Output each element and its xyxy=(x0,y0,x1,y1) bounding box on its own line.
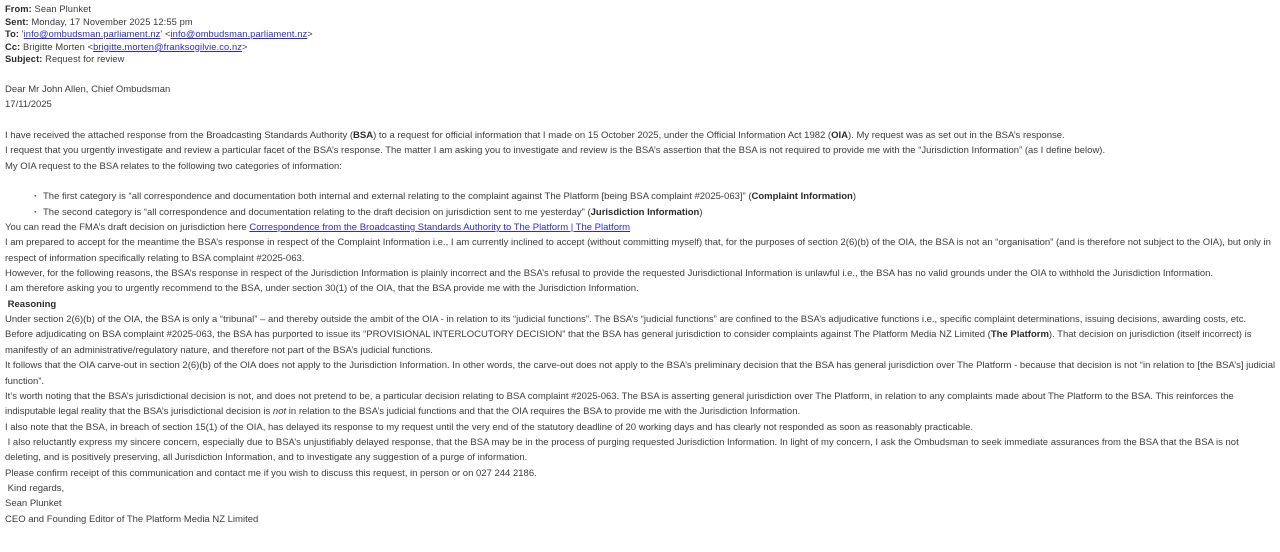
header-field-label: To: xyxy=(5,29,20,40)
blank-line xyxy=(5,174,1276,189)
hyperlink[interactable]: info@ombudsman.parliament.nz xyxy=(170,29,308,40)
header-row-subject xyxy=(5,53,1276,66)
text-segment: Request for review xyxy=(45,54,125,65)
paragraph xyxy=(5,420,1276,435)
text-segment: The Platform xyxy=(990,329,1049,341)
text-segment: BSA xyxy=(353,130,374,141)
paragraph xyxy=(5,143,1276,158)
hyperlink[interactable]: brigitte.morten@franksogilvie.co.nz xyxy=(93,41,242,52)
paragraph xyxy=(5,128,1276,143)
header-field-label: From: xyxy=(5,4,32,14)
text-segment: I also reluctantly express my sincere concern, especially due to BSA’s unjustifiably delayed response, that the BSA may be in the process of purging requested Jurisdiction Information. In light of my concern, I ask the Ombudsman to seek immediate assurances from the BSA that the BSA is not deleting, and is positively preserving, all Jurisdiction Information, and to investigate any suggestion of a purge of information. xyxy=(5,436,1242,464)
text-segment: not xyxy=(272,406,287,418)
text-segment: Sean Plunket xyxy=(34,4,92,14)
paragraph xyxy=(5,97,1276,112)
text-segment: OIA xyxy=(831,130,848,141)
header-field-label: Cc: xyxy=(5,41,21,52)
text-segment: > xyxy=(241,41,248,52)
header-field-label: Sent: xyxy=(5,16,29,27)
paragraph xyxy=(5,220,1276,235)
text-segment: My OIA request to the BSA relates to the following two categories of information: xyxy=(5,160,342,172)
text-segment: I am therefore asking you to urgently recommend to the BSA, under section 30(1) of the OIA, that the BSA provide me with the Jurisdiction Information. xyxy=(5,283,639,295)
text-segment: I am prepared to accept for the meantime the BSA’s response in respect of the Complaint Information i.e., I am currently inclined to accept (without committing myself) that, for the purposes of section 2(6)(b) of the OIA, the BSA is not an “organisation” (and is therefore not subject to the OIA), but only in respect of information specifically relating to BSA complaint #2025-063. xyxy=(5,237,1274,264)
text-segment: ' xyxy=(21,29,24,40)
email-header xyxy=(5,3,1276,66)
paragraph xyxy=(5,159,1276,174)
text-segment: Jurisdiction Information xyxy=(590,206,700,218)
text-segment: Kind regards, xyxy=(5,482,65,494)
text-segment: Before adjudicating on BSA complaint #2025-063, the BSA has purported to issue its “PROVISIONAL INTERLOCUTORY DECISION” that the BSA has general jurisdiction to consider complaints against The Platform Media NZ Limited ( xyxy=(5,329,991,341)
paragraph xyxy=(5,266,1276,281)
text-segment: The second category is “all correspondence and documentation relating to the draft decision on jurisdiction sent to me yesterday” ( xyxy=(43,206,591,218)
text-segment: Complaint Information xyxy=(751,191,853,203)
text-segment: ) xyxy=(852,191,857,203)
paragraph xyxy=(5,481,1276,496)
text-segment: I have received the attached response from the Broadcasting Standards Authority ( xyxy=(5,130,354,141)
paragraph xyxy=(5,235,1276,266)
paragraph xyxy=(5,389,1276,420)
text-segment: in relation to the BSA’s judicial functions and that the OIA requires the BSA to provide me with the Jurisdiction Information. xyxy=(286,406,801,418)
text-segment: Brigitte Morten < xyxy=(22,41,94,52)
text-segment: Sean Plunket xyxy=(5,498,62,510)
text-segment: The first category is “all correspondence and documentation both internal and external relating to the complaint against The Platform [being BSA complaint #2025-063]” ( xyxy=(43,191,752,203)
email-body xyxy=(5,82,1276,527)
text-segment: > xyxy=(307,29,313,40)
hyperlink[interactable]: Correspondence from the Broadcasting Standards Authority to The Platform | The Platform xyxy=(249,222,631,234)
text-segment: Monday, 17 November 2025 12:55 pm xyxy=(31,16,193,27)
text-segment: 17/11/2025 xyxy=(5,99,52,111)
paragraph xyxy=(5,297,1276,312)
text-segment: However, for the following reasons, the BSA’s response in respect of the Jurisdiction Information is plainly incorrect and the BSA’s refusal to provide the requested Jurisdictional Information is unlawful i.e., the BSA has no valid grounds under the OIA to withhold the Jurisdiction Information. xyxy=(5,268,1214,280)
text-segment: ). That decision on jurisdiction (itself incorrect) is manifestly of an administrative/regulatory nature, and therefore not part of the BSA’s judicial functions. xyxy=(5,329,1255,356)
paragraph xyxy=(5,327,1276,358)
paragraph xyxy=(5,496,1276,511)
paragraph xyxy=(5,512,1276,527)
paragraph xyxy=(5,281,1276,296)
hyperlink[interactable]: info@ombudsman.parliament.nz xyxy=(23,29,161,40)
text-segment: Dear Mr John Allen, Chief Ombudsman xyxy=(5,83,171,95)
text-segment: Please confirm receipt of this communication and contact me if you wish to discuss this request, in person or on 027 244 2186. xyxy=(5,467,537,479)
paragraph xyxy=(5,358,1276,389)
text-segment: It’s worth noting that the BSA’s jurisdictional decision is not, and does not pretend to be, a particular decision relating to BSA complaint #2025-063. The BSA is asserting general jurisdiction over The Platform, in relation to any complaints made about The Platform to the BSA. This reinforces the indisputable legal reality that the BSA’s jurisdictional decision is xyxy=(5,390,1237,418)
text-segment: Under section 2(6)(b) of the OIA, the BSA is only a “tribunal” – and thereby outside the ambit of the OIA - in relation to its “judicial functions”. The BSA’s “judicial functions” are confined to the BSA’s adjudicative functions i.e., specific complaint determinations, issuing decisions, awarding costs, etc. xyxy=(5,314,1247,326)
header-row-sent xyxy=(5,16,1276,29)
text-segment: I request that you urgently investigate and review a particular facet of the BSA’s response. The matter I am asking you to investigate and review is the BSA’s assertion that the BSA is not required to provide me with the “Jurisdiction Information” (as I define below). xyxy=(5,145,1106,157)
blank-line xyxy=(5,113,1276,128)
text-segment: ' < xyxy=(160,29,171,40)
text-segment: I also note that the BSA, in breach of section 15(1) of the OIA, has delayed its response to my request until the very end of the statutory deadline of 20 working days and has clearly not responded as soon as reasonably practicable. xyxy=(5,421,973,433)
text-segment: Reasoning xyxy=(7,298,57,310)
header-row-from xyxy=(5,3,1276,16)
text-segment: ) to a request for official information that I made on 15 October 2025, under the Official Information Act 1982 ( xyxy=(373,130,832,141)
text-segment: ). My request was as set out in the BSA’s response. xyxy=(848,130,1065,141)
header-field-label: Subject: xyxy=(5,54,43,65)
text-segment: You can read the FMA’s draft decision on jurisdiction here xyxy=(5,222,250,234)
text-segment: ) xyxy=(699,206,703,218)
bullet-item xyxy=(5,205,1276,220)
paragraph xyxy=(5,312,1276,327)
text-segment: CEO and Founding Editor of The Platform Media NZ Limited xyxy=(5,513,259,525)
text-segment: It follows that the OIA carve-out in section 2(6)(b) of the OIA does not apply to the Jurisdiction Information. In other words, the carve-out does not apply to the BSA’s preliminary decision that the BSA has general jurisdiction over The Platform - because that decision is not “in relation to [the BSA’s] judicial function”. xyxy=(5,360,1278,387)
paragraph xyxy=(5,466,1276,481)
paragraph xyxy=(5,435,1276,466)
paragraph xyxy=(5,82,1276,97)
header-row-to xyxy=(5,28,1276,41)
header-row-cc xyxy=(5,41,1276,54)
bullet-item xyxy=(5,189,1276,204)
